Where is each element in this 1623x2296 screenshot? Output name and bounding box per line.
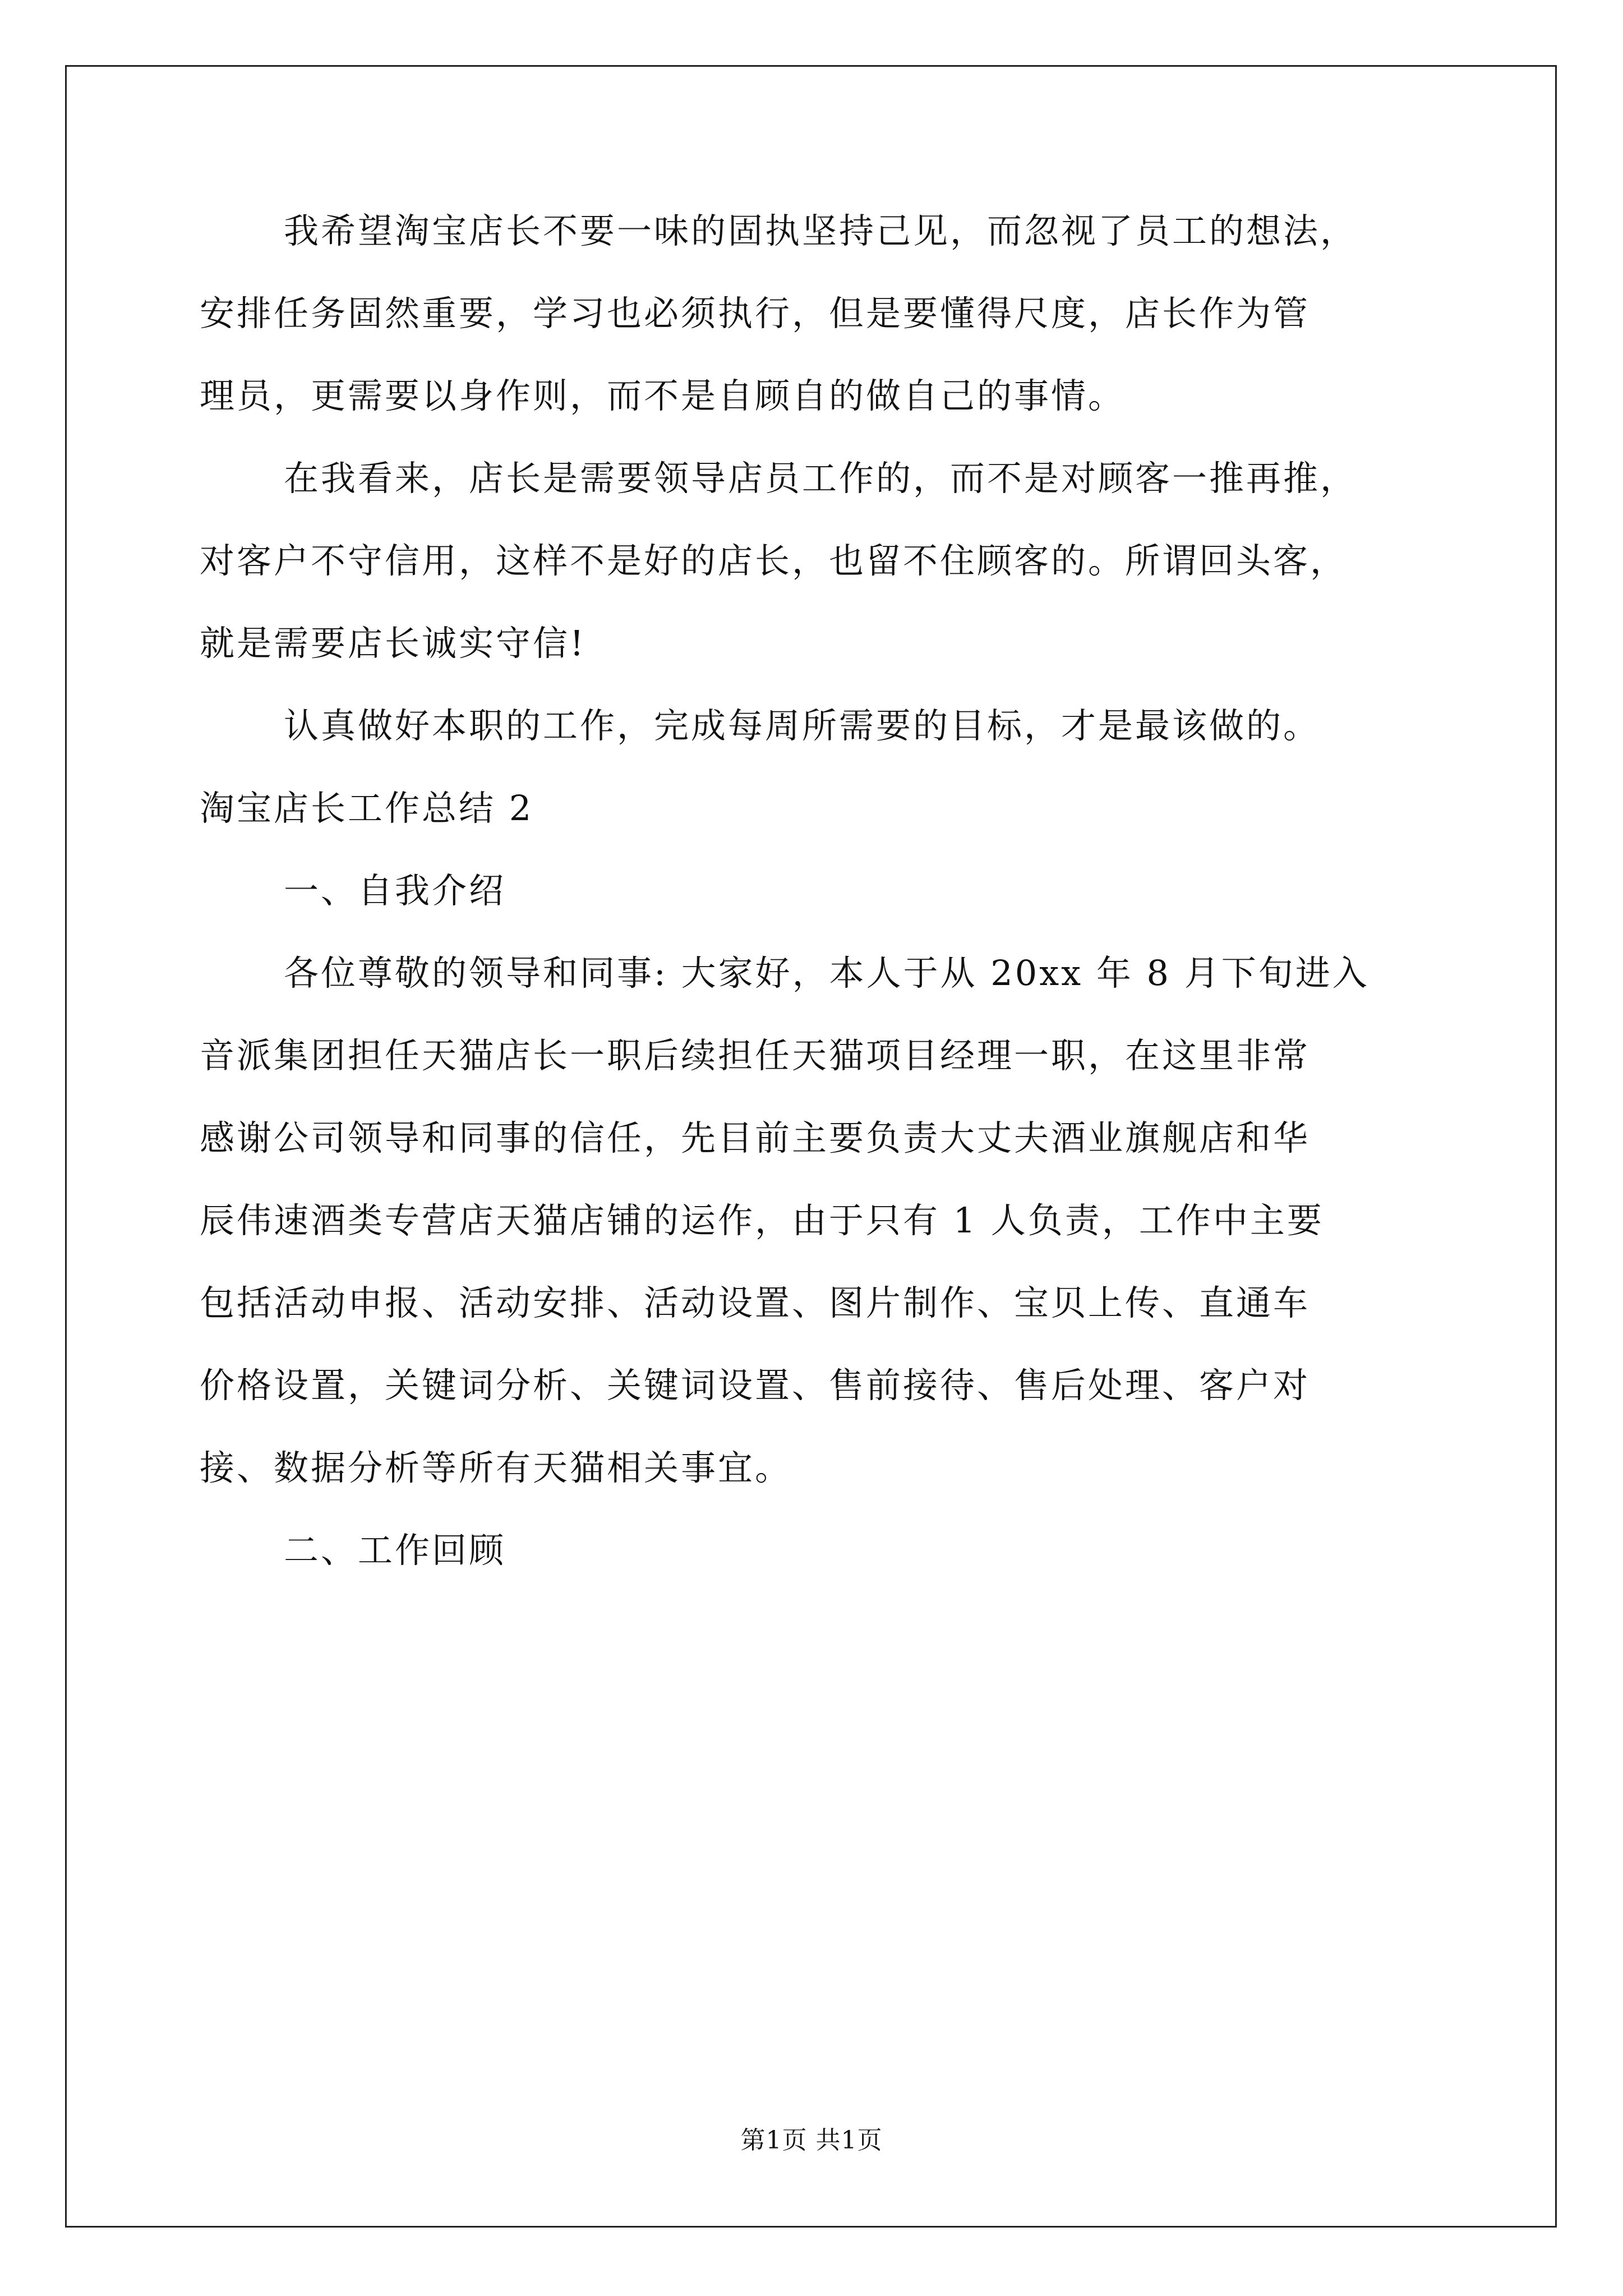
section-heading: 二、工作回顾	[284, 1530, 506, 1571]
paragraph-line: 在我看来，店长是需要领导店员工作的，而不是对顾客一推再推，	[284, 458, 1358, 499]
paragraph-line: 感谢公司领导和同事的信任，先目前主要负责大丈夫酒业旗舰店和华	[200, 1117, 1311, 1158]
paragraph-line: 认真做好本职的工作，完成每周所需要的目标，才是最该做的。	[284, 705, 1321, 746]
paragraph-line: 安排任务固然重要，学习也必须执行，但是要懂得尺度，店长作为管	[200, 293, 1311, 334]
paragraph-line: 价格设置，关键词分析、关键词设置、售前接待、售后处理、客户对	[200, 1365, 1311, 1406]
page-number-footer: 第1页 共1页	[740, 2126, 883, 2155]
paragraph-line: 对客户不守信用，这样不是好的店长，也留不住顾客的。所谓回头客，	[200, 540, 1348, 581]
paragraph-line: 我希望淘宝店长不要一味的固执坚持己见，而忽视了员工的想法，	[284, 210, 1358, 251]
paragraph-line: 接、数据分析等所有天猫相关事宜。	[200, 1447, 792, 1488]
paragraph-line: 理员，更需要以身作则，而不是自顾自的做自己的事情。	[200, 375, 1126, 416]
section-heading: 一、自我介绍	[284, 870, 506, 911]
paragraph-line: 各位尊敬的领导和同事: 大家好，本人于从 20xx 年 8 月下旬进入	[284, 953, 1370, 993]
paragraph-line: 包括活动申报、活动安排、活动设置、图片制作、宝贝上传、直通车	[200, 1282, 1311, 1323]
paragraph-line: 就是需要店长诚实守信!	[200, 623, 586, 664]
paragraph-line: 音派集团担任天猫店长一职后续担任天猫项目经理一职，在这里非常	[200, 1035, 1311, 1076]
section-title: 淘宝店长工作总结 2	[200, 788, 534, 829]
paragraph-line: 辰伟速酒类专营店天猫店铺的运作，由于只有 1 人负责，工作中主要	[200, 1200, 1324, 1241]
